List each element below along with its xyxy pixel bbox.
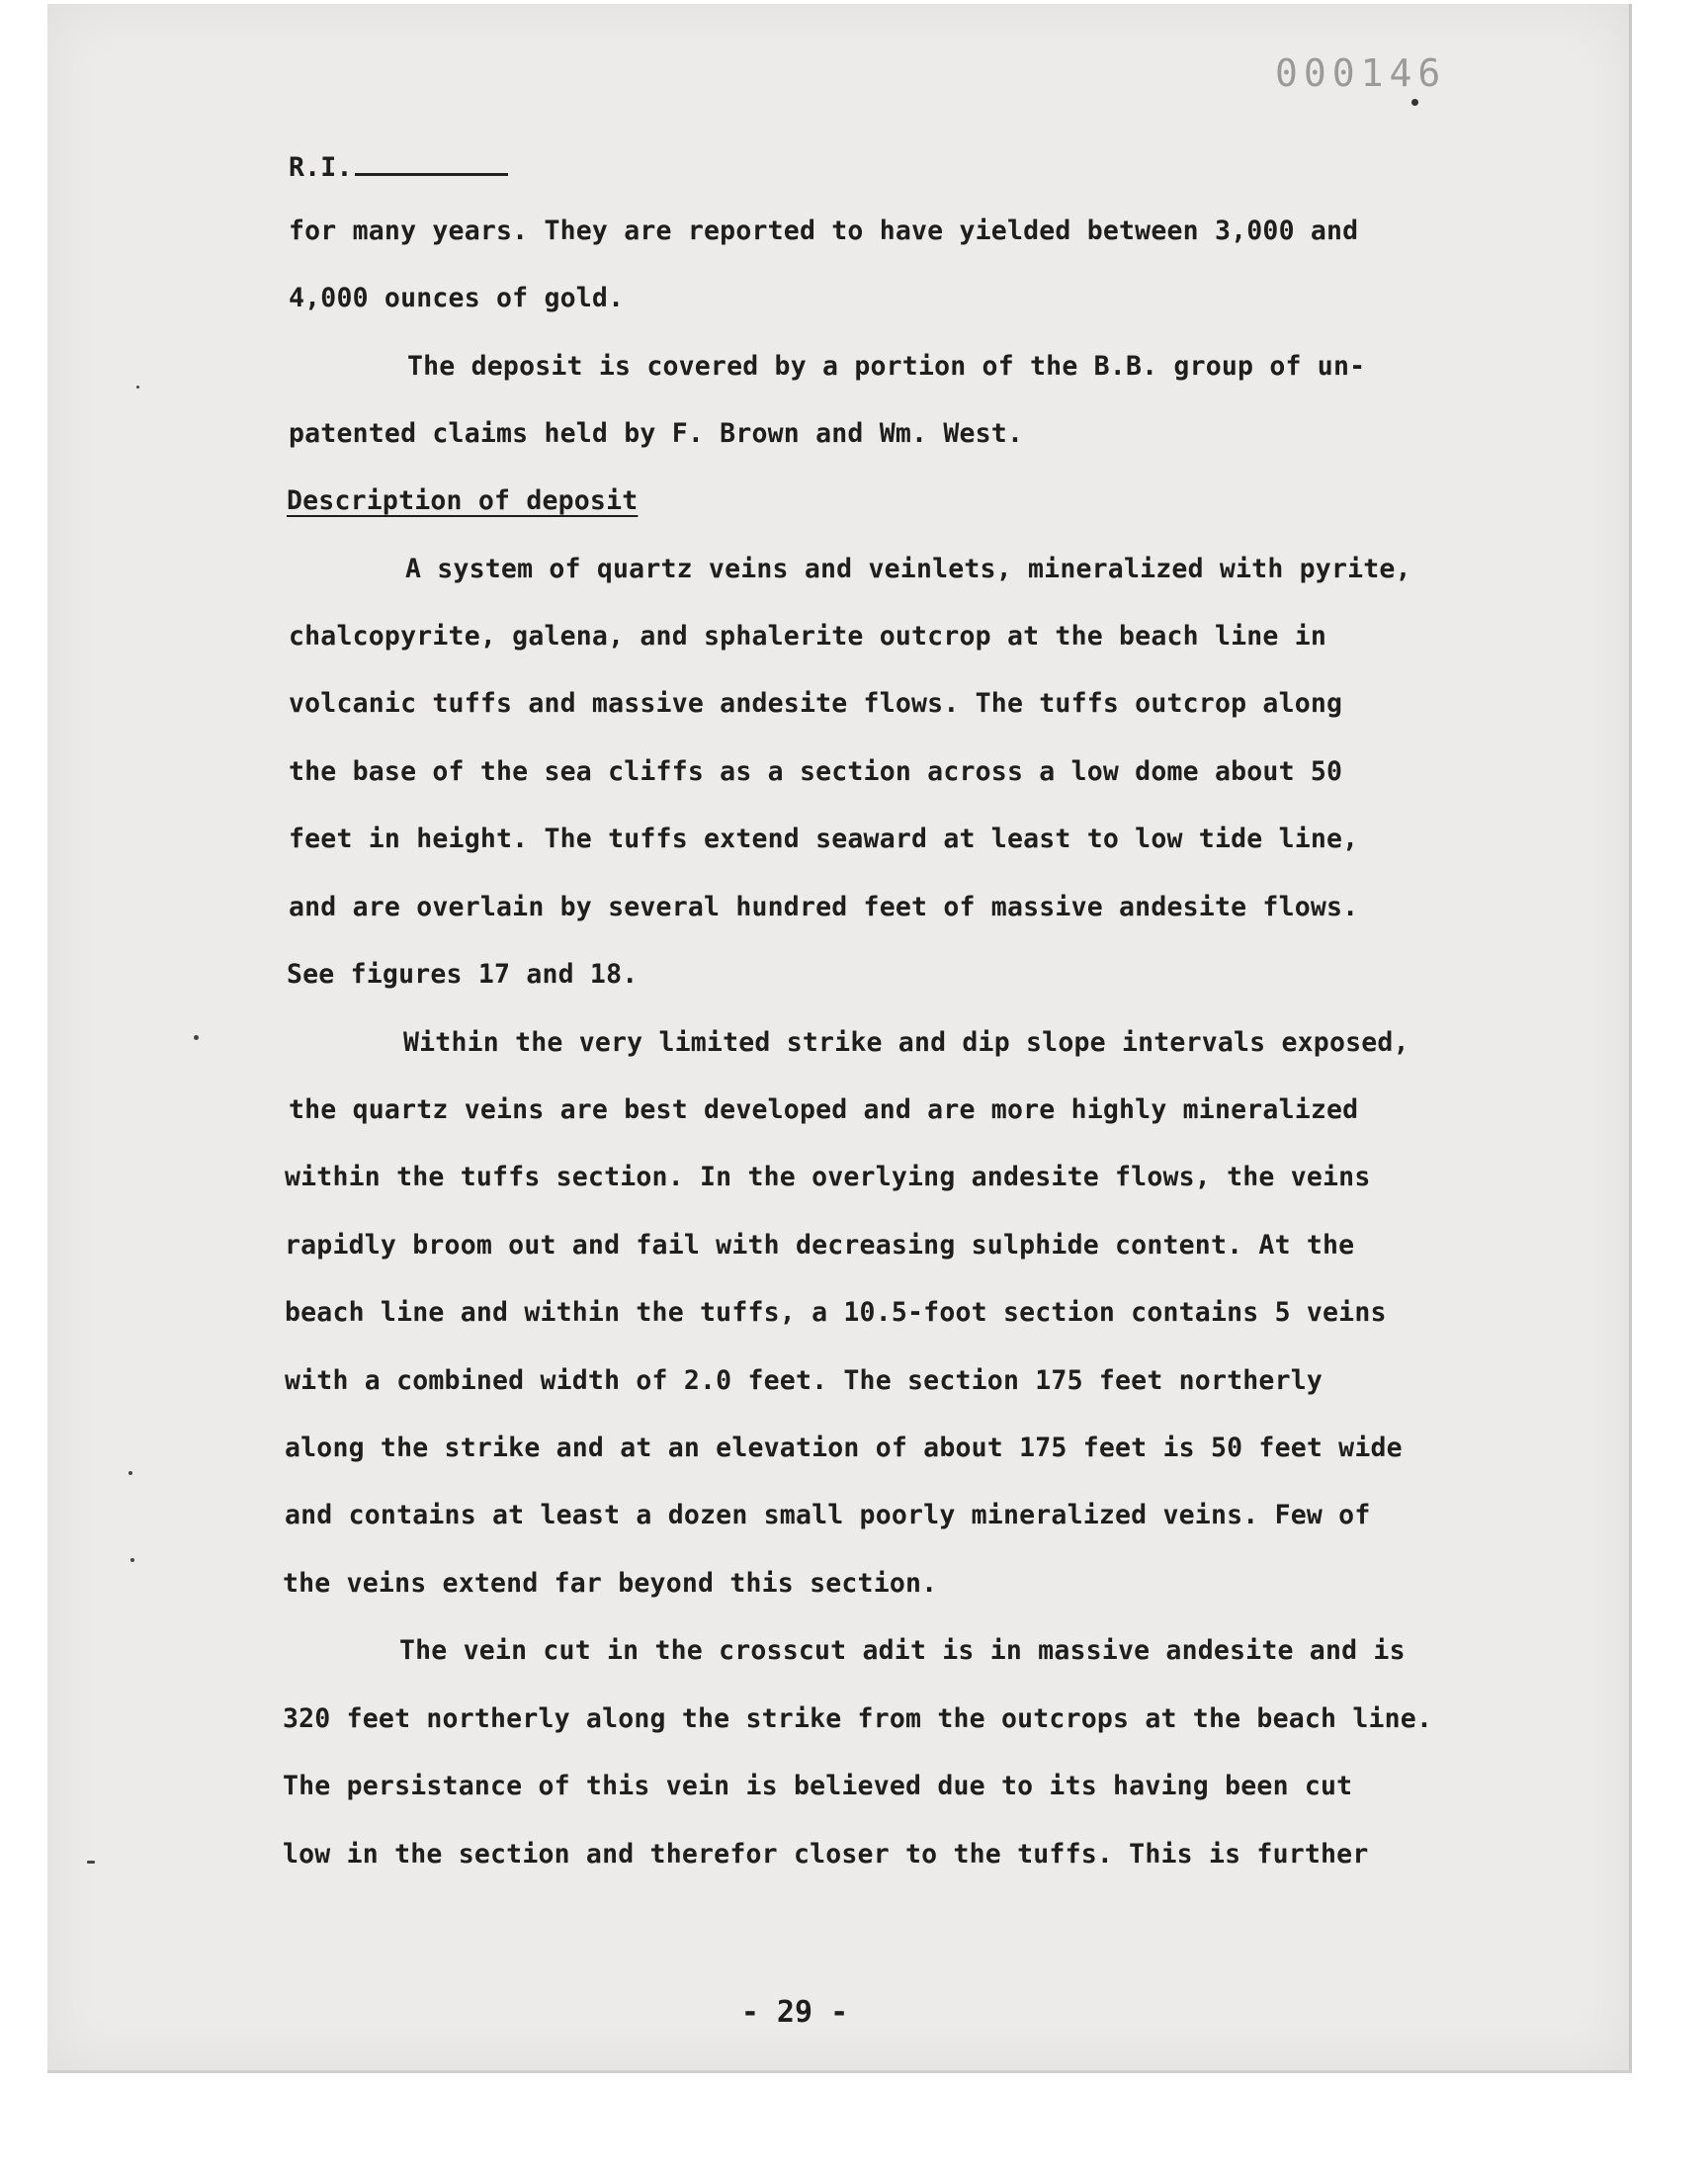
document-stamp-number: 000146 xyxy=(1275,51,1447,95)
scan-speck xyxy=(87,1861,95,1864)
text-line: 320 feet northerly along the strike from the outcrops at the beach line. xyxy=(283,1703,1433,1734)
text-line: the base of the sea cliffs as a section across a low dome about 50 xyxy=(289,756,1343,787)
report-number-blank xyxy=(355,159,508,176)
text-line: the quartz veins are best developed and are more highly mineralized xyxy=(289,1094,1359,1125)
text-line: for many years. They are reported to have yielded between 3,000 and xyxy=(289,216,1359,246)
text-line: See figures 17 and 18. xyxy=(287,959,639,990)
text-line: beach line and within the tuffs, a 10.5-foot section contains 5 veins xyxy=(285,1297,1387,1328)
text-line: The vein cut in the crosscut adit is in massive andesite and is xyxy=(399,1635,1406,1666)
text-line: low in the section and therefor closer to the tuffs. This is further xyxy=(283,1839,1369,1870)
text-line: patented claims held by F. Brown and Wm. West. xyxy=(289,418,1024,449)
text-line: along the strike and at an elevation of about 175 feet is 50 feet wide xyxy=(285,1433,1403,1463)
text-line: rapidly broom out and fail with decreasing sulphide content. At the xyxy=(285,1230,1355,1261)
text-line: and contains at least a dozen small poorly mineralized veins. Few of xyxy=(285,1500,1371,1530)
scan-speck xyxy=(194,1035,199,1040)
scan-speck xyxy=(128,1471,132,1475)
report-header xyxy=(289,152,508,183)
stamp-mark xyxy=(1411,99,1418,106)
text-line: Within the very limited strike and dip slope intervals exposed, xyxy=(403,1027,1409,1058)
scan-speck xyxy=(136,386,139,389)
text-line: feet in height. The tuffs extend seaward at least to low tide line, xyxy=(289,824,1359,854)
text-line: chalcopyrite, galena, and sphalerite outcrop at the beach line in xyxy=(289,621,1327,652)
scan-speck xyxy=(130,1558,134,1562)
page-number: - 29 - xyxy=(740,1995,849,2030)
text-line: and are overlain by several hundred feet of massive andesite flows. xyxy=(289,892,1359,922)
section-heading: Description of deposit xyxy=(287,485,639,516)
text-line: A system of quartz veins and veinlets, mineralized with pyrite, xyxy=(405,554,1411,584)
text-line: The persistance of this vein is believed due to its having been cut xyxy=(283,1771,1353,1801)
text-line: The deposit is covered by a portion of the B.B. group of un- xyxy=(407,351,1366,382)
text-line: volcanic tuffs and massive andesite flows. The tuffs outcrop along xyxy=(289,688,1343,719)
text-line: with a combined width of 2.0 feet. The section 175 feet northerly xyxy=(285,1365,1324,1396)
report-header-label: R.I. xyxy=(289,152,353,183)
text-line: within the tuffs section. In the overlying andesite flows, the veins xyxy=(285,1162,1371,1192)
text-line: the veins extend far beyond this section. xyxy=(283,1568,938,1599)
text-line: 4,000 ounces of gold. xyxy=(289,283,625,313)
